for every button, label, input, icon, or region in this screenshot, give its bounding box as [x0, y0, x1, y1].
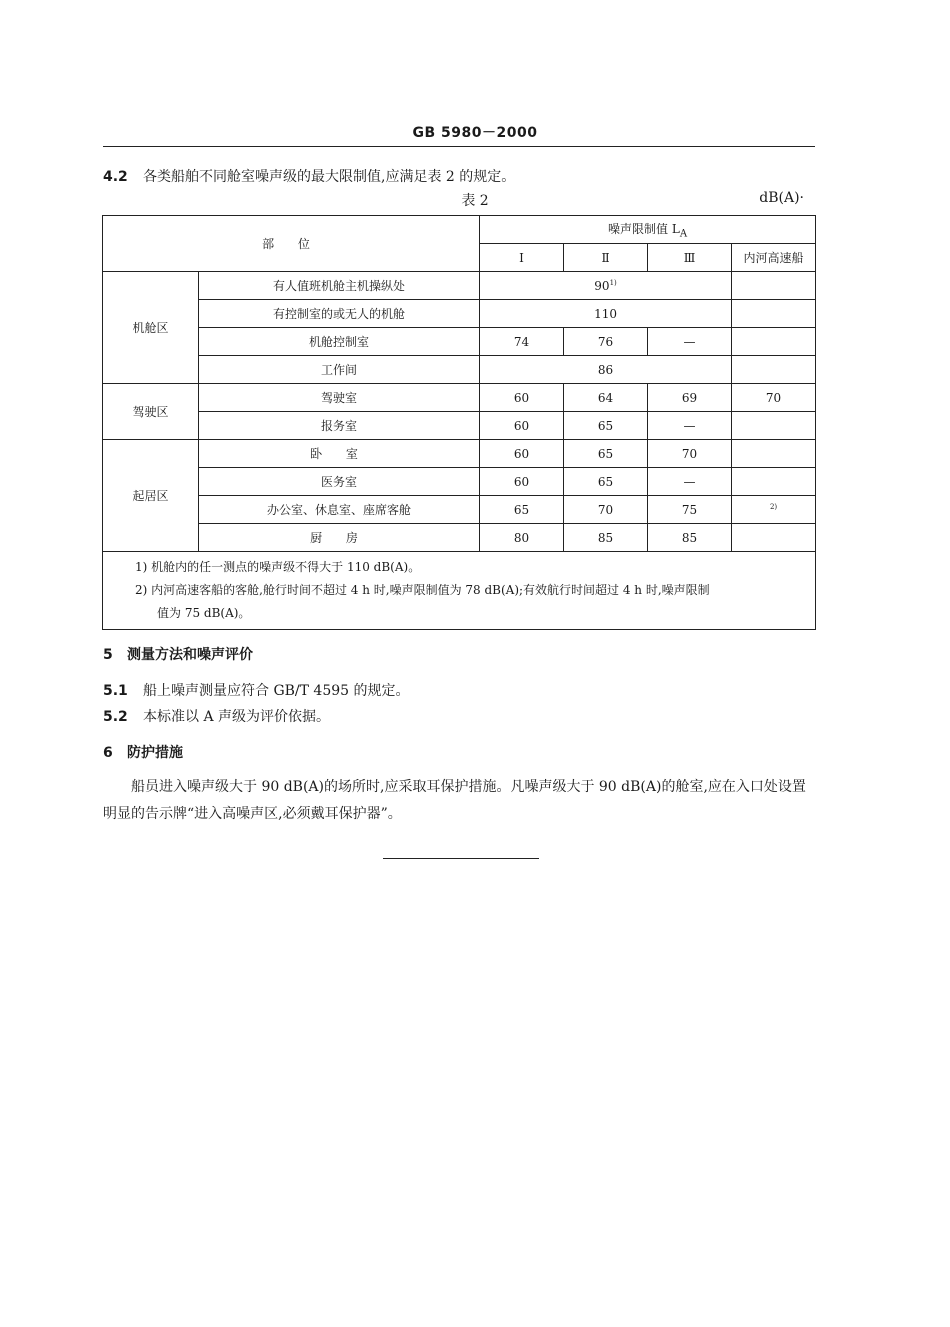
- table-row: [103, 384, 816, 412]
- value: —: [648, 328, 732, 356]
- value: 60: [480, 440, 564, 468]
- clause-number: 5.2: [103, 709, 128, 725]
- value: [732, 468, 816, 496]
- value: 60: [480, 468, 564, 496]
- place: 有控制室的或无人的机舱: [199, 300, 480, 328]
- table-notes-row: [103, 552, 816, 630]
- note-2: 2) 内河高速客船的客舱,舱行时间不超过 4 h 时,噪声限制值为 78 dB(A);有效航行时间超过 4 h 时,噪声限制: [135, 583, 710, 597]
- table-row: [103, 356, 816, 384]
- section-number: 6: [103, 745, 113, 761]
- header-rule: [103, 146, 815, 147]
- class-2: Ⅱ: [564, 244, 648, 272]
- value: —: [648, 412, 732, 440]
- class-1: Ⅰ: [480, 244, 564, 272]
- value: 75: [648, 496, 732, 524]
- clause-4-2: [103, 166, 515, 186]
- value: —: [648, 468, 732, 496]
- value: 85: [564, 524, 648, 552]
- value: [732, 496, 816, 524]
- table-row: [103, 328, 816, 356]
- value: 65: [564, 412, 648, 440]
- clause-text: 各类船舶不同舱室噪声级的最大限制值,应满足表 2 的规定。: [143, 169, 516, 185]
- place: 厨 房: [199, 524, 480, 552]
- value: 64: [564, 384, 648, 412]
- value: [732, 356, 816, 384]
- note-1: 1) 机舱内的任一测点的噪声级不得大于 110 dB(A)。: [135, 560, 421, 574]
- zone-living: 起居区: [103, 440, 199, 552]
- class-3: Ⅲ: [648, 244, 732, 272]
- place: 报务室: [199, 412, 480, 440]
- table-caption: 表 2: [461, 193, 489, 209]
- value: 65: [480, 496, 564, 524]
- place: 有人值班机舱主机操纵处: [199, 272, 480, 300]
- place: 机舱控制室: [199, 328, 480, 356]
- table-row: [103, 524, 816, 552]
- table-row: [103, 300, 816, 328]
- value: 60: [480, 412, 564, 440]
- clause-number: 5.1: [103, 683, 128, 699]
- value: 74: [480, 328, 564, 356]
- value: [732, 328, 816, 356]
- clause-number: 4.2: [103, 169, 128, 185]
- clause-text: 船上噪声测量应符合 GB/T 4595 的规定。: [143, 683, 410, 699]
- place: 医务室: [199, 468, 480, 496]
- zone-engine: 机舱区: [103, 272, 199, 384]
- noise-limit-table: [102, 215, 816, 630]
- place: 办公室、休息室、座席客舱: [199, 496, 480, 524]
- value: 69: [648, 384, 732, 412]
- table-row: [103, 496, 816, 524]
- note-2-continued: 值为 75 dB(A)。: [157, 606, 251, 620]
- class-inland-highspeed: 内河高速船: [732, 244, 816, 272]
- value: [732, 412, 816, 440]
- section-number: 5: [103, 647, 113, 663]
- value: 90$^{1)}$: [480, 272, 732, 300]
- section-5-heading: [103, 644, 253, 664]
- place: 驾驶室: [199, 384, 480, 412]
- section-title: 测量方法和噪声评价: [127, 647, 253, 663]
- clause-5-1: [103, 680, 410, 700]
- zone-bridge: 驾驶区: [103, 384, 199, 440]
- value: 70: [648, 440, 732, 468]
- table-notes: [103, 552, 816, 630]
- table-row: [103, 440, 816, 468]
- end-rule: [383, 858, 539, 859]
- value: 80: [480, 524, 564, 552]
- footnote-ref: 1): [609, 278, 617, 287]
- header-limit: 噪声限制值 $L_A$: [480, 216, 816, 244]
- value: 76: [564, 328, 648, 356]
- value: 110: [480, 300, 732, 328]
- value: 60: [480, 384, 564, 412]
- value: [732, 524, 816, 552]
- section-6-paragraph: 船员进入噪声级大于 90 dB(A)的场所时,应采取耳保护措施。凡噪声级大于 90 dB(A)的舱室,应在入口处设置明显的告示牌“进入高噪声区,必须戴耳保护器”。: [103, 779, 806, 822]
- value: 65: [564, 468, 648, 496]
- document-header: GB 5980－2000: [412, 125, 538, 141]
- place: 卧 室: [199, 440, 480, 468]
- table-header-row: [103, 216, 816, 244]
- clause-5-2: [103, 706, 330, 726]
- value: 86: [480, 356, 732, 384]
- clause-text: 本标准以 A 声级为评价依据。: [143, 709, 331, 725]
- section-title: 防护措施: [127, 745, 183, 761]
- value: [732, 300, 816, 328]
- value: 70: [732, 384, 816, 412]
- table-unit: dB(A)·: [759, 190, 804, 206]
- header-limit-subscript: A: [679, 228, 688, 240]
- value: [732, 272, 816, 300]
- header-part: 部 位: [103, 216, 480, 272]
- table-row: [103, 272, 816, 300]
- value: 70: [564, 496, 648, 524]
- table-row: [103, 412, 816, 440]
- section-6-heading: [103, 742, 183, 762]
- footnote-ref: 2): [769, 502, 778, 511]
- value: 65: [564, 440, 648, 468]
- value: 85: [648, 524, 732, 552]
- value: [732, 440, 816, 468]
- table-row: [103, 468, 816, 496]
- place: 工作间: [199, 356, 480, 384]
